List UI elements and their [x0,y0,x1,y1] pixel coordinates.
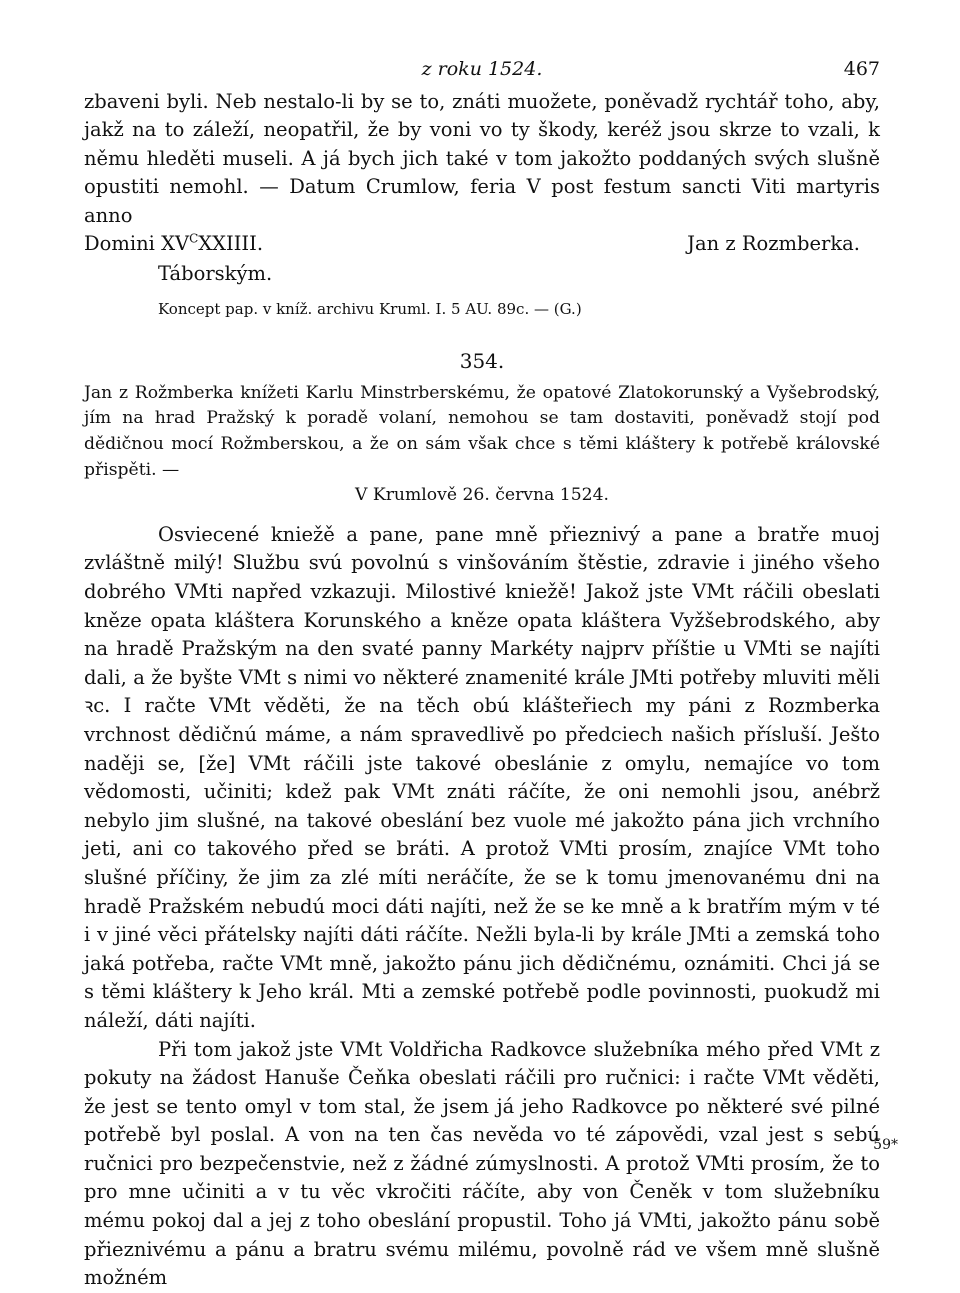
signature: Jan z Rozmberka. [687,232,860,256]
source-note: Koncept pap. v kníž. archivu Kruml. I. 5 AU. 89c. — (G.) [158,299,582,318]
dating-and-signature-line [84,230,880,258]
running-header [84,58,880,88]
regest-date: V Krumlově 26. června 1524. [355,485,609,506]
dating-end: XXIIII. [198,232,264,256]
running-title: z roku 1524. [421,58,543,80]
printer-signature-mark: 59* [873,1137,898,1153]
dating-line [84,230,263,258]
document-number: 354. [459,348,505,373]
dating-superscript: C [189,231,199,246]
dating-start: Domini XV [84,232,190,256]
letter-paragraph-1: Osviecené kniežě a pane, pane mně přieznivý a pane a bratře muoj zvláštně milý! Službu svú povolnú s vinšováním štěstie, zdravie i jiného všeho dobrého VMti napřed vzkazuji. Milostivé kniežě! Jakož jste VMt ráčili obeslati kněze opata kláštera Korunského a kněze opata kláštera Vyžšebrodského, aby na hradě Pražským na den svaté panny Markéty najprv příštie u VMti se najíti dali, a že byšte VMt s nimi vo některé znamenité krále JMti potřeby mluviti měli ꝛc. I račte VMt věděti, že na těch obú klášteřiech my páni z Rozmberka vrchnost dědičnú máme, a nám spravedlivě po předciech našich přísluší. Ješto naději se, [že] VMt ráčili jste takové obeslánie z omylu, nemajíce vo tom vědomosti, učiniti; kdež pak VMt znáti ráčíte, že oni nemohli jsou, anébrž nebylo jim slušné, na takové obeslání bez vuole mé jakožto pána jich vrchního jeti, ani co takového před se bráti. A protož VMti prosím, znajíce VMt toho slušné příčiny, že jim za zlé míti neráčíte, že se k tomu jmenovanému dni na hradě Pražském nebudú moci dáti najíti, než že se ke mně a k bratřím mým v té i v jiné věci přátelsky najíti dáti ráčíte. Nežli byla-li by krále JMti a zemská toho jaká potřeba, račte VMt mně, jakožto pánu jich dědičnému, oznámiti. Chci já se s těmi kláštery k Jeho král. Mti a zemské potřebě podle povinnosti, puokudž mi náleží, dáti najíti. [84,522,880,1032]
previous-letter-ending: zbaveni byli. Neb nestalo-li by se to, znáti muožete, poněvadž rychtář toho, aby, jakž na to záleží, neopatřil, že by voni vo ty škody, keréž jsou skrze to vzali, k němu hleděti museli. A já bych jich také v tom jakožto poddaných svých slušně opustiti nemohl. — Datum Crumlow, feria V post festum sancti Viti martyris anno [84,90,880,227]
page [84,58,880,1293]
document-regest: Jan z Rožmberka knížeti Karlu Minstrberskému, že opatové Zlatokorunský a Vyšebrodský, jím na hrad Pražský k poradě volaní, nemohou se tam dostaviti, poněvadž stojí pod dědičnou mocí Rožmberskou, a že on sám však chce s těmi kláštery k potřebě královské přispěti. — [84,382,880,480]
page-number: 467 [843,58,880,80]
letter-paragraph-2: Při tom jakož jste VMt Voldřicha Radkovce služebníka mého před VMt z pokuty na žádost Hanuše Čeňka obeslati ráčili pro ručnici: i račte VMt věděti, že jest se tento omyl v tom stal, že jsem já jeho Radkovce po některé své pilné potřebě byl poslal. A von na ten čas nevěda vo té zápovědi, vzal jest s sebú ručnici pro bezpečenstvie, než z žádné zúmyslnosti. A protož VMti prosím, že to pro mne učiniti a v tu věc vkročiti ráčíte, aby von Čeněk v tom služebníku mému pokoj dal a jej z toho obeslání propustil. Toho já VMti, jakožto pánu sobě přieznivému a pánu a bratru svému milému, povolně rád ve všem mně slušně možném [84,1037,880,1290]
addressee: Táborským. [158,262,273,286]
